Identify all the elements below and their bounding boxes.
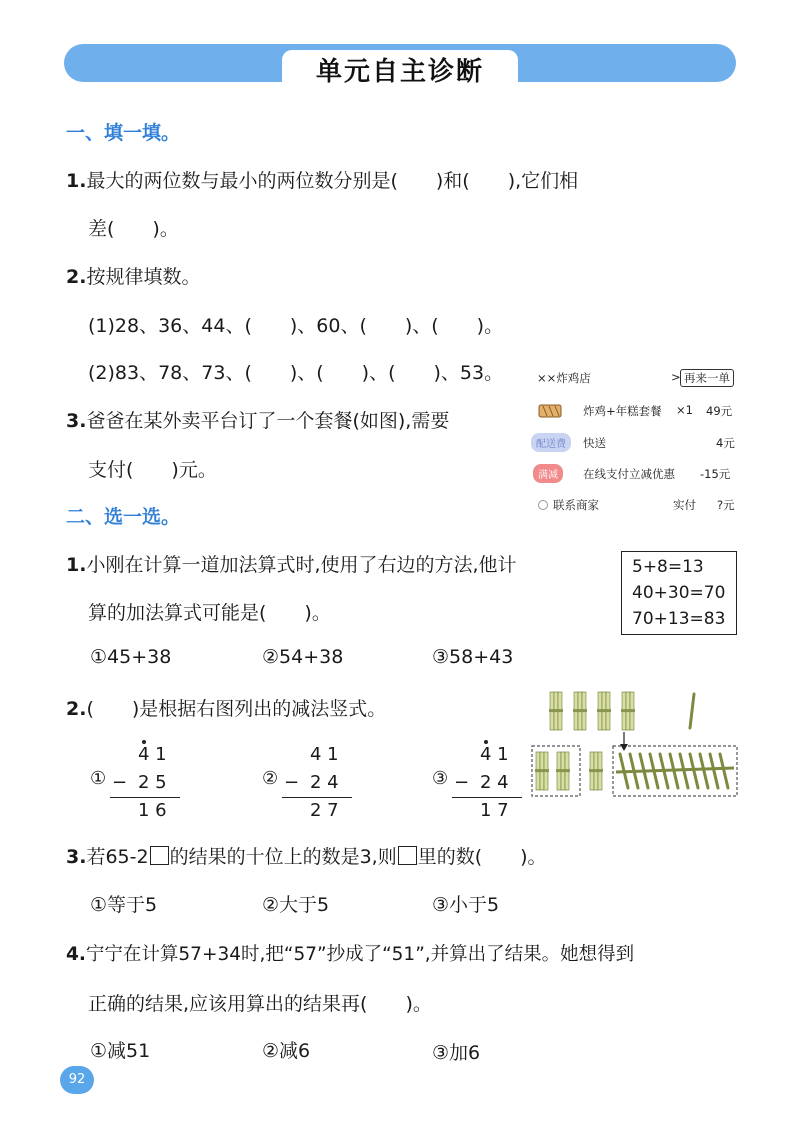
receipt-delivery-price: 4元 (716, 436, 735, 450)
stick-bundle (535, 752, 549, 790)
blank-square (398, 846, 417, 865)
receipt-paid-value: ?元 (717, 498, 735, 512)
receipt-shop-name: ××炸鸡店 (537, 371, 591, 385)
difference: 1 7 (480, 800, 509, 821)
receipt-item-name: 炸鸡+年糕套餐 (583, 404, 662, 418)
subtrahend: 2 5 (138, 772, 167, 793)
stick-bundle (556, 752, 570, 790)
equals-line (452, 797, 522, 798)
question-1-2-sub2: (2)83、78、73、( )、( )、( )、53。 (88, 362, 504, 384)
difference: 1 6 (138, 800, 167, 821)
receipt-item-price: 49元 (706, 404, 733, 418)
difference: 2 7 (310, 800, 339, 821)
bundles-top-group (549, 692, 635, 730)
calc-step: 70+13=83 (632, 609, 726, 629)
equals-line (282, 797, 352, 798)
question-1-1-line1: 1.最大的两位数与最小的两位数分别是( )和( ),它们相 (66, 170, 579, 192)
counting-sticks-figure (528, 688, 740, 800)
minus-sign: − (112, 772, 128, 793)
receipt-discount-value: -15元 (700, 467, 731, 481)
vertical-subtraction-b[interactable] (262, 738, 372, 822)
discount-tag: 满减 (533, 464, 563, 483)
food-box-icon (537, 400, 563, 420)
section-heading-fill: 一、填一填。 (66, 122, 181, 144)
stick-bundle (589, 752, 603, 790)
calc-step: 5+8=13 (632, 557, 704, 577)
option-2-4-c[interactable]: ③加6 (432, 1042, 481, 1064)
receipt-paid-label: 实付 (673, 498, 696, 512)
arrow-down-icon (620, 744, 628, 751)
minuend: 4 1 (310, 744, 339, 765)
option-2-1-b[interactable]: ②54+38 (262, 646, 344, 668)
stick-bundle (621, 692, 635, 730)
option-2-1-a[interactable]: ①45+38 (90, 646, 172, 668)
minus-sign: − (454, 772, 470, 793)
option-2-3-b[interactable]: ②大于5 (262, 894, 330, 916)
question-2-1-line2: 算的加法算式可能是( )。 (88, 602, 331, 624)
loose-sticks-top (690, 694, 694, 728)
option-2-3-a[interactable]: ①等于5 (90, 894, 158, 916)
chat-icon (537, 499, 549, 511)
calculation-box (621, 551, 737, 635)
minuend: 4 1 (138, 744, 167, 765)
question-2-4-line1: 4.宁宁在计算57+34时,把“57”抄成了“51”,并算出了结果。她想得到 (66, 944, 635, 965)
vertical-subtraction-c[interactable] (432, 738, 542, 822)
option-2-1-c[interactable]: ③58+43 (432, 646, 514, 668)
vertical-subtraction-a[interactable] (90, 738, 200, 822)
chevron-right-icon: > (671, 370, 681, 384)
question-1-1-line2: 差( )。 (88, 218, 179, 240)
bundles-bottom-group (535, 752, 603, 790)
single-stick (700, 754, 708, 788)
receipt-delivery-label: 快送 (583, 436, 606, 450)
question-2-4-line2: 正确的结果,应该用算出的结果再( )。 (88, 993, 432, 1015)
option-2-4-a[interactable]: ①减51 (90, 1040, 151, 1062)
question-2-3-stem: 3.若65-2 的结果的十位上的数是3,则 里的数( )。 (66, 846, 547, 868)
delivery-receipt (525, 360, 740, 520)
question-2-2-stem: 2.( )是根据右图列出的减法竖式。 (66, 698, 387, 720)
single-stick (690, 694, 694, 728)
subtrahend: 2 4 (480, 772, 509, 793)
receipt-discount-label: 在线支付立减优惠 (583, 467, 675, 481)
minuend: 4 1 (480, 744, 509, 765)
question-2-1-line1: 1.小刚在计算一道加法算式时,使用了右边的方法,他计 (66, 554, 517, 576)
option-mark: ② (262, 768, 279, 789)
option-2-4-b[interactable]: ②减6 (262, 1040, 311, 1062)
section-heading-choose: 二、选一选。 (66, 506, 181, 528)
calc-step: 40+30=70 (632, 583, 726, 603)
question-1-3-line2: 支付( )元。 (88, 459, 217, 481)
single-stick (720, 754, 728, 788)
question-1-2-sub1: (1)28、36、44、( )、60、( )、( )。 (88, 315, 504, 337)
stick-bundle (549, 692, 563, 730)
reorder-button[interactable]: 再来一单 (680, 369, 734, 387)
option-2-3-c[interactable]: ③小于5 (432, 894, 500, 916)
loose-sticks-bottom (616, 754, 734, 788)
equals-line (110, 797, 180, 798)
question-1-2-stem: 2.按规律填数。 (66, 266, 201, 288)
option-mark: ③ (432, 768, 449, 789)
blank-square (150, 846, 169, 865)
receipt-item-qty: ×1 (676, 403, 693, 417)
contact-merchant-link[interactable]: 联系商家 (553, 498, 599, 512)
page-number-badge: 92 (60, 1066, 94, 1094)
option-mark: ① (90, 768, 107, 789)
delivery-fee-tag: 配送费 (531, 433, 571, 452)
page-title: 单元自主诊断 (282, 50, 518, 92)
stick-bundle (597, 692, 611, 730)
minus-sign: − (284, 772, 300, 793)
single-stick (710, 754, 718, 788)
single-stick (690, 754, 698, 788)
subtrahend: 2 4 (310, 772, 339, 793)
question-1-3-line1: 3.爸爸在某外卖平台订了一个套餐(如图),需要 (66, 410, 450, 432)
stick-bundle (573, 692, 587, 730)
